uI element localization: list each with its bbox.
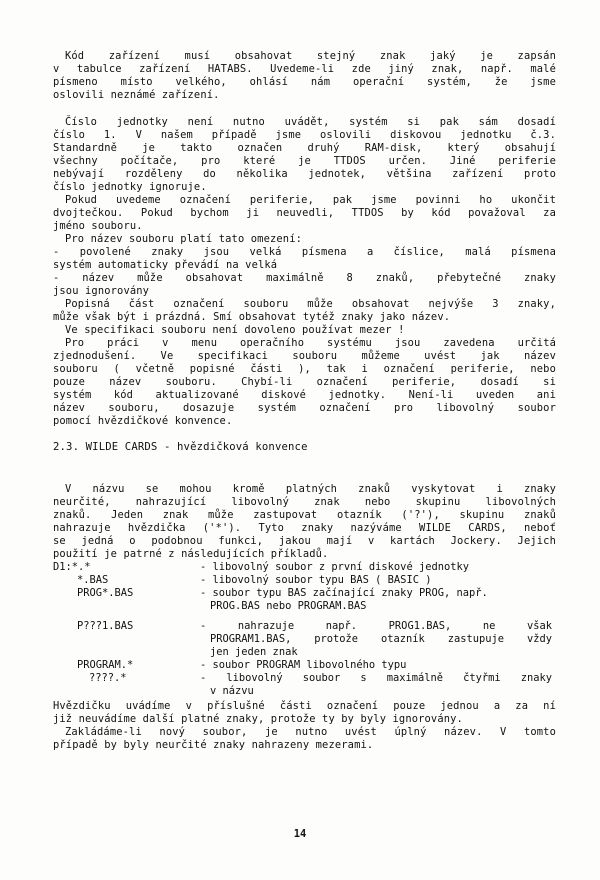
text-line: v tabulce zařízení HATABS. Uvedeme-li zde jiný znak, např. malé — [53, 63, 556, 75]
text-line: Zakládáme-li nový soubor, je nutno uvést úplný název. V tomto — [65, 726, 556, 738]
text-line: nahrazuje hvězdička ('*'). Tyto znaky nazýváme WILDE CARDS, neboť — [53, 522, 556, 534]
example-label: *.BAS — [77, 574, 109, 586]
example-description: v názvu — [210, 685, 254, 697]
text-line: Ve specifikaci souboru není dovoleno používat mezer ! — [65, 324, 405, 336]
text-line: Pro práci v menu operačního systému jsou zavedena určitá — [65, 337, 556, 349]
text-line: již neuvádíme další platné znaky, protože ty by byly ignorovány. — [53, 713, 463, 725]
example-label: D1:*.* — [53, 561, 91, 573]
example-description: PROG.BAS nebo PROGRAM.BAS — [210, 600, 367, 612]
example-description: - soubor typu BAS začínající znaky PROG, např. — [200, 587, 488, 599]
text-line: Standardně je takto označen druhý RAM-disk, který obsahují — [53, 142, 556, 154]
example-description: - libovolný soubor typu BAS ( BASIC ) — [200, 574, 432, 586]
text-line: neurčité, nahrazující libovolný znak nebo skupinu libovolných — [53, 496, 556, 508]
text-line: systém automaticky převádí na velká — [53, 259, 278, 271]
text-line: písmeno místo velkého, ohlásí nám operační systém, že jsme — [53, 76, 556, 88]
text-line: může však být i prázdná. Smí obsahovat tytéž znaky jako název. — [53, 311, 451, 323]
text-line: dvojtečkou. Pokud bychom ji neuvedli, TTDOS by kód považoval za — [53, 207, 556, 219]
example-description: jen jeden znak — [210, 646, 298, 658]
text-line: - povolené znaky jsou velká písmena a číslice, malá písmena — [53, 246, 556, 258]
text-line: nebývají rozděleny do několika jednotek, většina zařízení proto — [53, 168, 556, 180]
text-line: se jedná o podobnou funkci, jakou mají v kartách Jockery. Jejich — [53, 535, 556, 547]
text-line: všechny počítače, pro které je TTDOS určen. Jiné periferie — [53, 155, 556, 167]
text-line: použití je patrné z následujících příkladů. — [53, 548, 329, 560]
text-line: V názvu se mohou kromě platných znaků vyskytovat i znaky — [65, 483, 556, 495]
text-line: - název může obsahovat maximálně 8 znaků, přebytečné znaky — [53, 272, 556, 284]
text-line: pomocí hvězdičkové konvence. — [53, 415, 233, 427]
section-heading: 2.3. WILDE CARDS - hvězdičková konvence — [53, 441, 308, 453]
example-label: PROG*.BAS — [77, 587, 134, 599]
example-description: - libovolný soubor s maximálně čtyřmi znaky — [200, 672, 552, 684]
text-line: pouze název souboru. Chybí-li označení periferie, dosadí si — [53, 376, 556, 388]
text-line: číslo jednotky ignoruje. — [53, 181, 207, 193]
text-line: číslo 1. V našem případě jsme oslovili diskovou jednotku č.3. — [53, 129, 556, 141]
text-line: název souboru, dosazuje systém označení pro libovolný soubor — [53, 402, 556, 414]
example-description: PROGRAM1.BAS, protože otazník zastupuje vždy — [210, 633, 552, 645]
text-line: jsou ignorovány — [53, 285, 150, 297]
example-label: ????.* — [89, 672, 127, 684]
example-label: PROGRAM.* — [77, 659, 134, 671]
example-description: - nahrazuje např. PROG1.BAS, ne však — [200, 620, 552, 632]
text-line: jméno souboru. — [53, 220, 143, 232]
text-line: Pokud uvedeme označení periferie, pak jsme povinni ho ukončit — [65, 194, 556, 206]
text-line: případě by byly neurčité znaky nahrazeny mezerami. — [53, 739, 374, 751]
example-description: - libovolný soubor z první diskové jednotky — [200, 561, 469, 573]
text-line: systém kód aktualizované diskové jednotky. Není-li uveden ani — [53, 389, 556, 401]
text-line: znaků. Jeden znak může zastupovat otazník ('?'), skupinu znaků — [53, 509, 556, 521]
example-description: - soubor PROGRAM libovolného typu — [200, 659, 407, 671]
example-label: P???1.BAS — [77, 620, 134, 632]
text-line: oslovili neznámé zařízení. — [53, 89, 220, 101]
text-line: Hvězdičku uvádíme v příslušné části označení pouze jednou a za ní — [53, 700, 556, 712]
text-line: Pro název souboru platí tato omezení: — [65, 233, 303, 245]
text-line: Číslo jednotky není nutno uvádět, systém si pak sám dosadí — [65, 116, 556, 128]
text-line: zjednodušení. Ve specifikaci souboru můžeme uvést jak název — [53, 350, 556, 362]
text-line: souboru ( včetně popisné části ), tak i označení periferie, nebo — [53, 363, 556, 375]
text-line: Popisná část označení souboru může obsahovat nejvýše 3 znaky, — [65, 298, 556, 310]
page-number: 14 — [293, 828, 307, 840]
text-line: Kód zařízení musí obsahovat stejný znak jaký je zapsán — [65, 50, 556, 62]
